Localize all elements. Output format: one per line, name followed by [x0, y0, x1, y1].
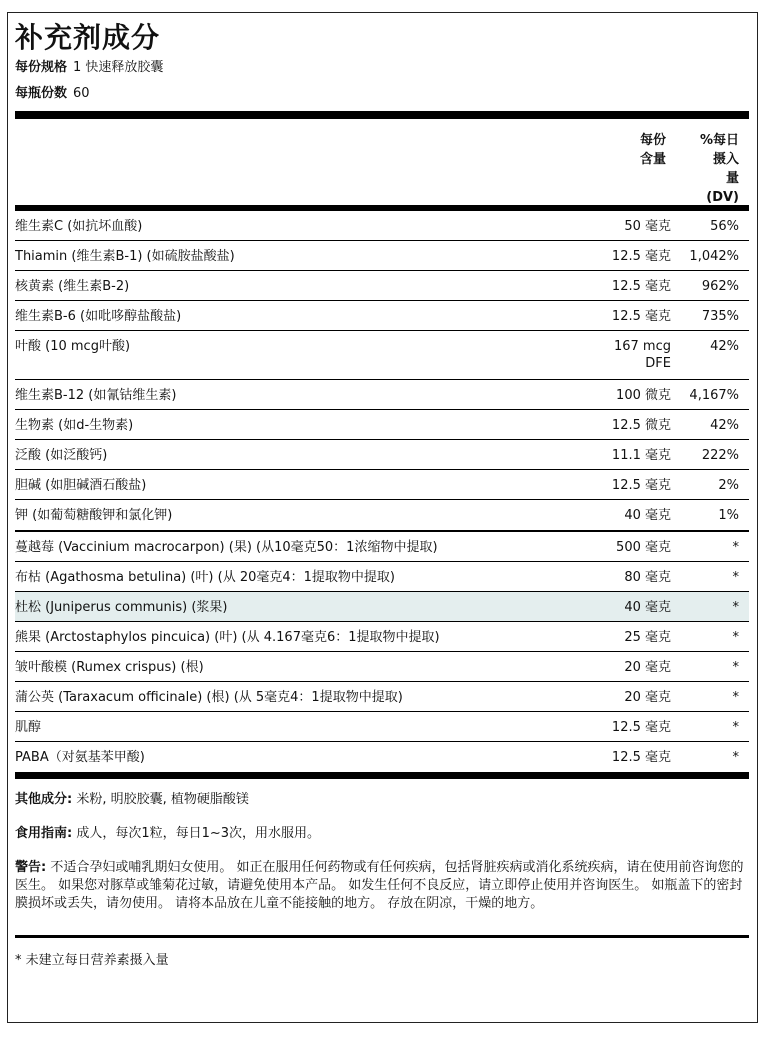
ingredient-daily-value: * [732, 750, 739, 765]
footnote: * 未建立每日营养素摄入量 [15, 953, 169, 968]
ingredient-daily-value: 222% [701, 448, 739, 463]
table-row [15, 622, 749, 652]
table-row [15, 410, 749, 440]
panel-content [15, 13, 749, 970]
ingredient-daily-value: 42% [710, 418, 739, 433]
ingredient-daily-value: * [732, 570, 739, 585]
ingredient-amount: 167 mcg DFE [613, 339, 671, 371]
serving-size [15, 55, 749, 81]
ingredient-name: 核黄素 (维生素B-2) [15, 279, 130, 294]
ingredient-name: 维生素B-12 (如氰钴维生素) [15, 388, 177, 403]
ingredient-amount: 40 毫克 [624, 508, 671, 523]
panel-title: 补充剂成分 [15, 21, 161, 54]
ingredient-amount: 12.5 微克 [611, 418, 671, 433]
ingredient-name: 维生素C (如抗坏血酸) [15, 219, 143, 234]
table-row [15, 440, 749, 470]
ingredient-amount: 20 毫克 [624, 690, 671, 705]
table-row [15, 271, 749, 301]
ingredient-name: 布枯 (Agathosma betulina) (叶) (从 20毫克4：1提取物中提取) [15, 570, 395, 585]
ingredient-daily-value: * [732, 720, 739, 735]
amount-per-serving-header: 每份 含量 [639, 133, 666, 167]
ingredient-daily-value: 42% [710, 339, 739, 354]
vitamins-table [15, 211, 749, 530]
table-row [15, 211, 749, 241]
ingredient-name: PABA（对氨基苯甲酸) [15, 750, 145, 765]
ingredient-amount: 12.5 毫克 [611, 279, 671, 294]
other-ingredients [15, 791, 749, 809]
table-row [15, 682, 749, 712]
ingredient-amount: 80 毫克 [624, 570, 671, 585]
ingredient-daily-value: * [732, 600, 739, 615]
ingredient-name: 生物素 (如d-生物素) [15, 418, 134, 433]
ingredient-daily-value: * [732, 540, 739, 555]
ingredient-name: 肌醇 [15, 720, 42, 735]
ingredient-name: 胆碱 (如胆碱酒石酸盐) [15, 478, 147, 493]
warning-label: 警告: [15, 860, 47, 875]
ingredient-name: 蒲公英 (Taraxacum officinale) (根) (从 5毫克4：1提取物中提取) [15, 690, 403, 705]
ingredient-name: 蔓越莓 (Vaccinium macrocarpon) (果) (从10毫克50：1浓缩物中提取) [15, 540, 438, 555]
ingredient-amount: 11.1 毫克 [611, 448, 671, 463]
ingredient-daily-value: * [732, 630, 739, 645]
table-row [15, 500, 749, 530]
ingredient-daily-value: 735% [701, 309, 739, 324]
other-ingredients-label: 其他成分: [15, 792, 73, 807]
table-row [15, 652, 749, 682]
supplement-facts-panel [7, 12, 758, 1023]
ingredient-daily-value: 1,042% [689, 249, 739, 264]
table-row [15, 380, 749, 410]
table-row [15, 712, 749, 742]
table-row [15, 301, 749, 331]
directions-label: 食用指南: [15, 826, 73, 841]
servings-per-container-label: 每瓶份数 [15, 86, 68, 101]
ingredient-amount: 100 微克 [616, 388, 671, 403]
serving-size-label: 每份规格 [15, 60, 68, 75]
ingredient-amount: 20 毫克 [624, 660, 671, 675]
ingredient-daily-value: * [732, 690, 739, 705]
thick-divider [15, 935, 749, 938]
table-row [15, 532, 749, 562]
servings-per-container-value: 60 [73, 86, 90, 101]
ingredient-name: 皱叶酸模 (Rumex crispus) (根) [15, 660, 204, 675]
ingredient-daily-value: * [732, 660, 739, 675]
table-row [15, 592, 749, 622]
serving-size-value: 1 快速释放胶囊 [73, 60, 164, 75]
ingredient-daily-value: 2% [718, 478, 739, 493]
thick-divider [15, 111, 749, 119]
ingredient-daily-value: 962% [701, 279, 739, 294]
ingredient-amount: 50 毫克 [624, 219, 671, 234]
ingredient-amount: 12.5 毫克 [611, 720, 671, 735]
warning-text: 不适合孕妇或哺乳期妇女使用。 如正在服用任何药物或有任何疾病，包括肾脏疾病或消化系统疾病，请在使用前咨询您的医生。 如果您对豚草或雏菊花过敏，请避免使用本产品。 如发生任何不良反应，请立即停止使用并咨询医生。 如瓶盖下的密封膜损坏或丢失，请勿使用。 请将本品放在儿童不能接触的地方。 存放在阴凉，干燥的地方。 [15, 860, 744, 911]
ingredient-name: 熊果 (Arctostaphylos pincuica) (叶) (从 4.167毫克6：1提取物中提取) [15, 630, 440, 645]
table-row [15, 562, 749, 592]
ingredient-name: 维生素B-6 (如吡哆醇盐酸盐) [15, 309, 182, 324]
ingredient-amount: 12.5 毫克 [611, 750, 671, 765]
ingredient-name: Thiamin (维生素B-1) (如硫胺盐酸盐) [15, 249, 235, 264]
ingredient-daily-value: 1% [718, 508, 739, 523]
ingredient-name: 钾 (如葡萄糖酸钾和氯化钾) [15, 508, 173, 523]
ingredient-daily-value: 4,167% [689, 388, 739, 403]
table-row [15, 241, 749, 271]
directions-text: 成人，每次1粒，每日1~3次，用水服用。 [72, 826, 321, 841]
other-ingredients-text: 米粉, 明胶胶囊, 植物硬脂酸镁 [72, 792, 249, 807]
column-header [15, 119, 749, 205]
ingredient-daily-value: 56% [710, 219, 739, 234]
directions [15, 825, 749, 843]
table-row [15, 742, 749, 772]
ingredient-amount: 25 毫克 [624, 630, 671, 645]
table-row [15, 331, 749, 380]
ingredient-name: 泛酸 (如泛酸钙) [15, 448, 108, 463]
ingredient-amount: 40 毫克 [624, 600, 671, 615]
ingredient-name: 杜松 (Juniperus communis) (浆果) [15, 600, 228, 615]
ingredient-amount: 12.5 毫克 [611, 309, 671, 324]
ingredient-amount: 500 毫克 [616, 540, 671, 555]
daily-value-header: %每日 摄入 量 (DV) [699, 133, 739, 205]
ingredient-amount: 12.5 毫克 [611, 249, 671, 264]
warning [15, 859, 749, 913]
table-row [15, 470, 749, 500]
ingredient-name: 叶酸 (10 mcg叶酸) [15, 339, 131, 354]
ingredient-amount: 12.5 毫克 [611, 478, 671, 493]
herbs-table [15, 532, 749, 772]
servings-per-container [15, 81, 749, 107]
thick-divider [15, 772, 749, 779]
